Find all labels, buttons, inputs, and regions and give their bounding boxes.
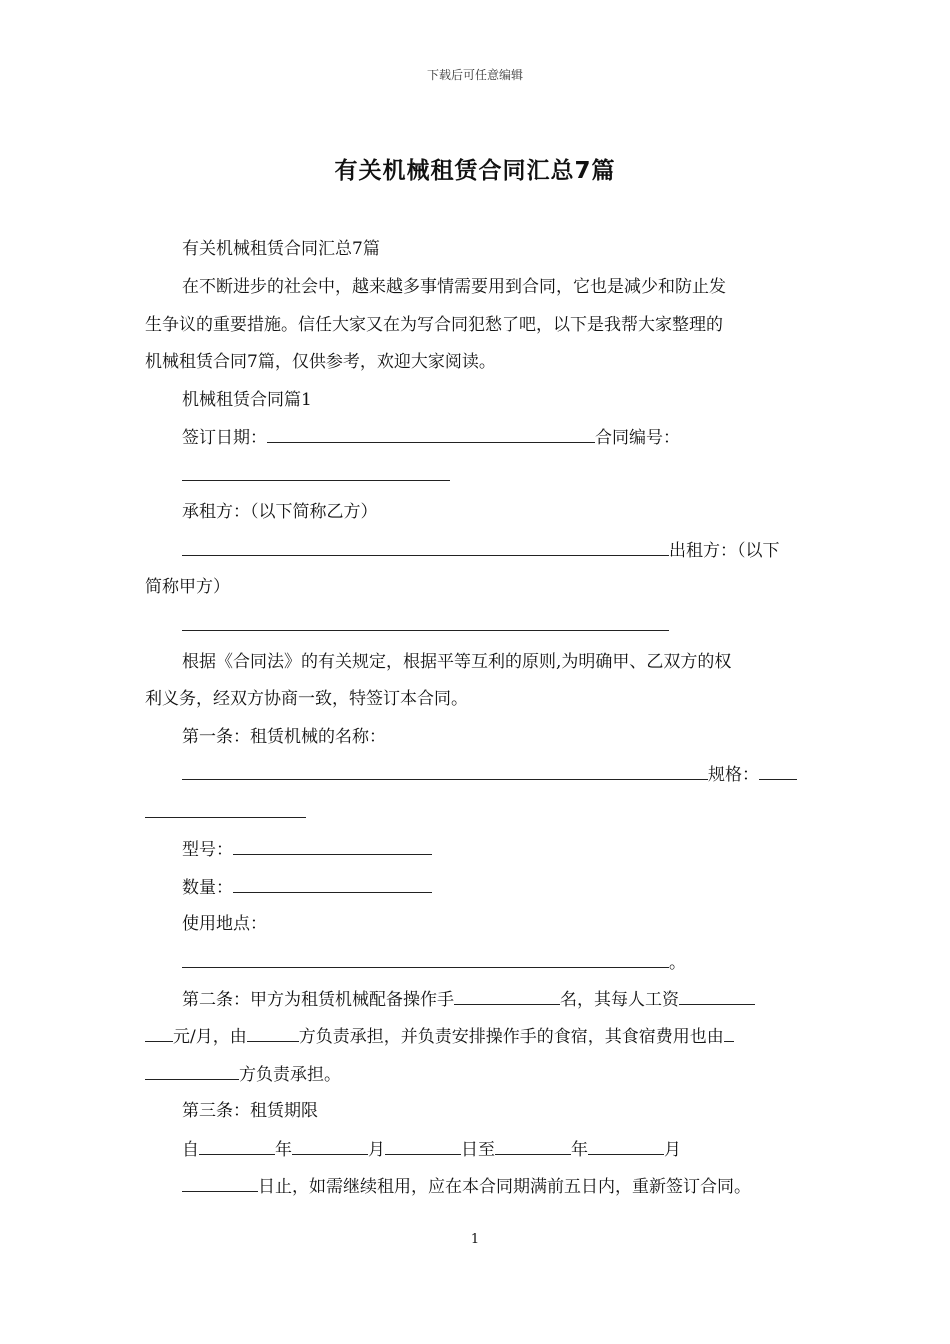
sign-date-blank[interactable] — [267, 426, 595, 443]
intro-line-1: 在不断进步的社会中，越来越多事情需要用到合同，它也是减少和防止发 — [182, 277, 726, 297]
intro-line-2: 生争议的重要措施。信任大家又在为写合同犯愁了吧，以下是我帮大家整理的 — [145, 315, 723, 335]
start-month-blank[interactable] — [292, 1138, 368, 1155]
wage-blank[interactable] — [679, 988, 755, 1005]
board-party-blank[interactable] — [724, 1025, 734, 1042]
contract-no-row — [182, 464, 450, 487]
lessor-label: 出租方：（以下 — [669, 541, 780, 561]
lessee-label: 承租方：（以下简称乙方） — [182, 502, 378, 522]
document-title: 有关机械租赁合同汇总7篇 — [334, 158, 616, 184]
basis-line-2: 利义务，经双方协商一致，特签订本合同。 — [145, 689, 468, 709]
art2-text-c: 元/月，由 — [173, 1027, 247, 1047]
month-label: 月 — [368, 1140, 385, 1160]
article-1-heading: 第一条：租赁机械的名称： — [182, 727, 386, 747]
art2-text-e: 方负责承担。 — [239, 1065, 341, 1085]
day-to-label: 日至 — [461, 1140, 495, 1160]
page-number: 1 — [470, 1232, 480, 1247]
lessee-blank[interactable] — [182, 539, 669, 556]
lessor-label-cont: 简称甲方） — [145, 577, 230, 597]
end-month-blank[interactable] — [588, 1138, 664, 1155]
location-blank[interactable] — [182, 951, 669, 968]
model-row — [182, 838, 432, 861]
lease-period-row — [182, 1138, 681, 1161]
basis-line-1: 根据《合同法》的有关规定，根据平等互利的原则,为明确甲、乙双方的权 — [182, 652, 732, 672]
location-end: 。 — [669, 953, 686, 973]
year-label-2: 年 — [571, 1140, 588, 1160]
wage-party-blank[interactable] — [247, 1025, 299, 1042]
sign-date-label: 签订日期： — [182, 428, 267, 448]
from-label: 自 — [182, 1140, 199, 1160]
contract-no-label: 合同编号： — [595, 428, 680, 448]
lessor-blank[interactable] — [182, 614, 669, 631]
contract-heading: 机械租赁合同篇1 — [182, 390, 312, 410]
article-3-heading: 第三条：租赁期限 — [182, 1101, 318, 1121]
intro-line-3: 机械租赁合同7篇，仅供参考，欢迎大家阅读。 — [145, 352, 496, 372]
art2-text-a: 第二条：甲方为租赁机械配备操作手 — [182, 990, 454, 1010]
month-label-2: 月 — [664, 1140, 681, 1160]
start-year-blank[interactable] — [199, 1138, 275, 1155]
contract-no-blank[interactable] — [182, 464, 450, 481]
art2-text-d: 方负责承担，并负责安排操作手的食宿，其食宿费用也由 — [298, 1027, 724, 1047]
subtitle: 有关机械租赁合同汇总7篇 — [182, 239, 380, 259]
machine-name-blank[interactable] — [182, 763, 708, 780]
year-label: 年 — [275, 1140, 292, 1160]
spec-blank-cont[interactable] — [145, 801, 306, 818]
spec-blank[interactable] — [759, 763, 797, 780]
start-day-blank[interactable] — [385, 1138, 461, 1155]
end-day-blank[interactable] — [182, 1175, 258, 1192]
article-2-line-2 — [145, 1025, 734, 1048]
quantity-blank[interactable] — [233, 876, 432, 893]
article-2-line-1 — [182, 988, 755, 1011]
model-label: 型号： — [182, 840, 233, 860]
end-year-blank[interactable] — [495, 1138, 571, 1155]
spec-label: 规格： — [708, 765, 759, 785]
spec-row-cont — [145, 801, 306, 824]
page-header: 下载后可任意编辑 — [426, 68, 523, 82]
operator-count-blank[interactable] — [454, 988, 560, 1005]
location-label: 使用地点： — [182, 914, 267, 934]
quantity-label: 数量： — [182, 878, 233, 898]
article-2-line-3 — [145, 1063, 341, 1086]
lease-period-end-row — [182, 1175, 751, 1198]
model-blank[interactable] — [233, 838, 432, 855]
location-row — [182, 951, 686, 974]
board-party-blank-cont[interactable] — [145, 1063, 239, 1080]
sign-date-row — [182, 426, 680, 449]
art3-end-text: 日止，如需继续租用，应在本合同期满前五日内，重新签订合同。 — [258, 1177, 751, 1197]
lessor-row — [182, 614, 669, 637]
wage-blank-cont[interactable] — [145, 1025, 173, 1042]
machine-name-row — [182, 763, 797, 786]
art2-text-b: 名，其每人工资 — [560, 990, 679, 1010]
quantity-row — [182, 876, 432, 899]
lessee-row — [182, 539, 780, 562]
